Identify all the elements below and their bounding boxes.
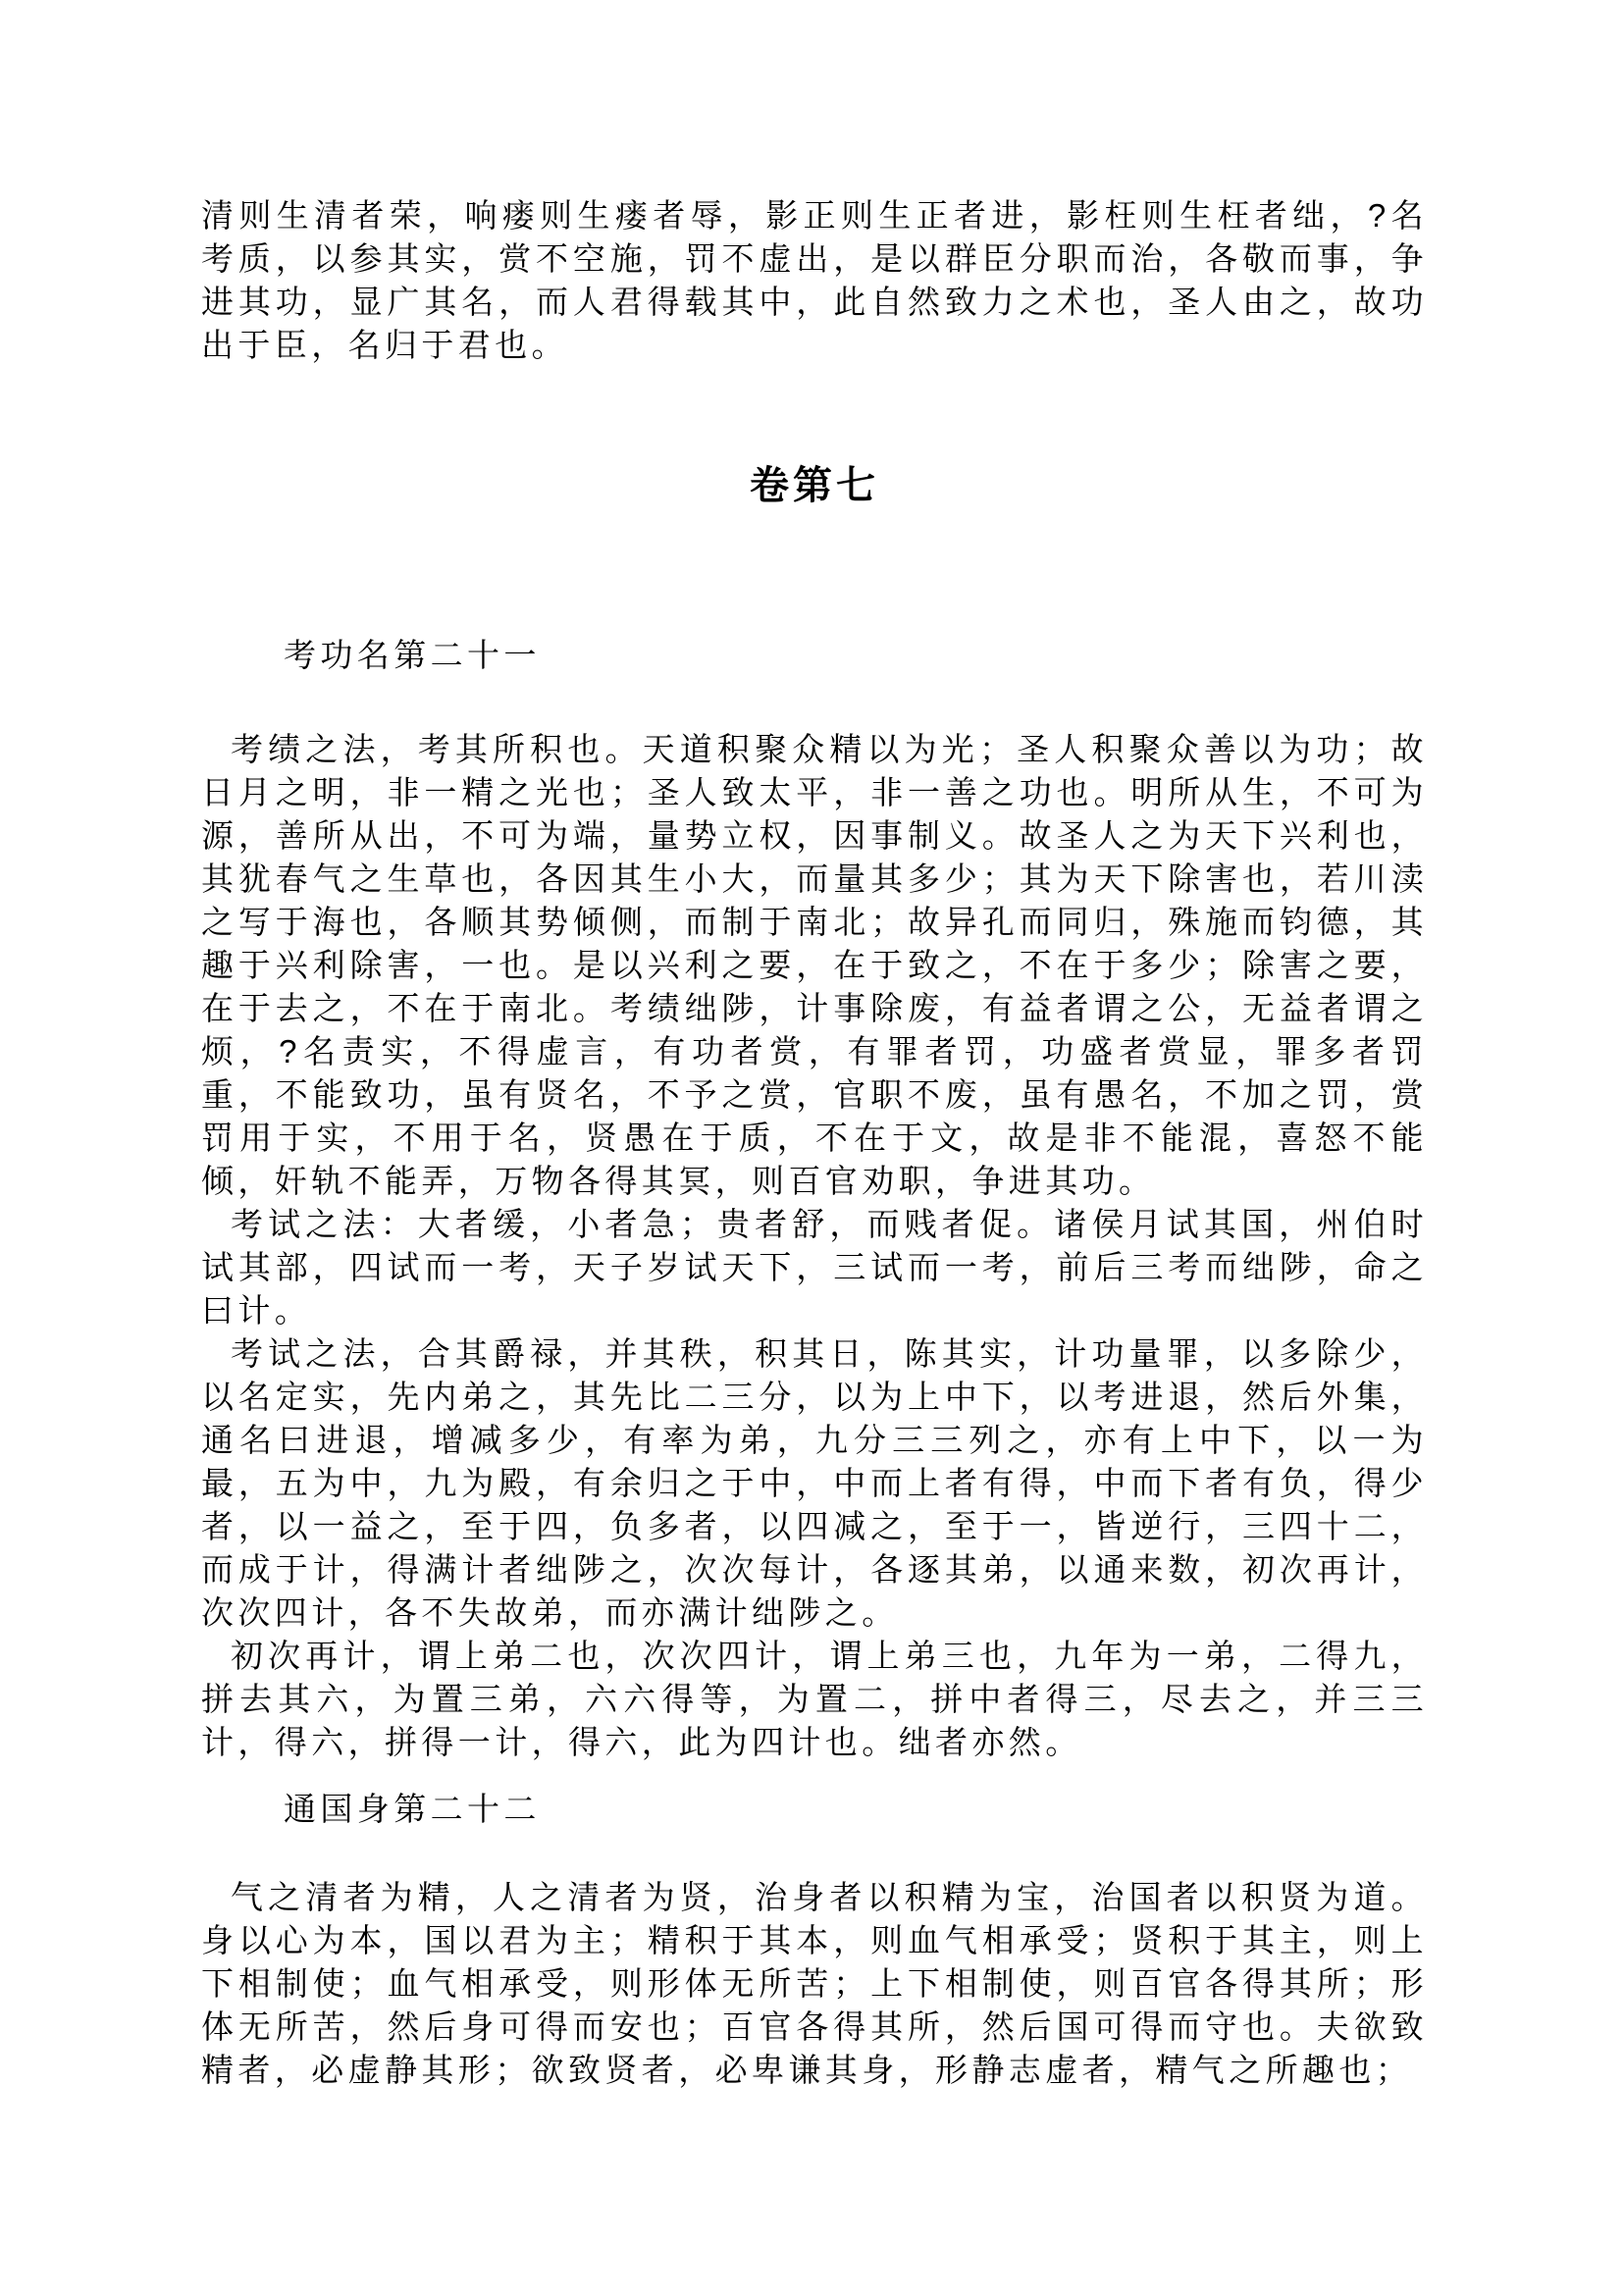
paragraph-tongguoshen-1: 气之清者为精，人之清者为贤，治身者以积精为宝，治国者以积贤为道。身以心为本，国以君为主；精积于其本，则血气相承受；贤积于其主，则上下相制使；血气相承受，则形体无所苦；上下相制使，则百官各得其所；形体无所苦，然后身可得而安也；百官各得其所，然后国可得而守也。夫欲致精者，必虚静其形；欲致贤者，必卑谦其身，形静志虚者，精气之所趣也；: [201, 1879, 1428, 2088]
paragraph-kaogongming-3: 考试之法，合其爵禄，并其秩，积其日，陈其实，计功量罪，以多除少，以名定实，先内弟之，其先比二三分，以为上中下，以考进退，然后外集，通名曰进退，增减多少，有率为弟，九分三三列之，亦有上中下，以一为最，五为中，九为殿，有余归之于中，中而上者有得，中而下者有负，得少者，以一益之，至于四，负多者，以四减之，至于一，皆逆行，三四十二，而成于计，得满计者绌陟之，次次每计，各逐其弟，以通来数，初次再计，次次四计，各不失故弟，而亦满计绌陟之。: [201, 1335, 1428, 1631]
page-content: [201, 194, 1428, 2092]
paragraph-continuation: 清则生清者荣，响瘘则生瘘者辱，影正则生正者进，影枉则生枉者绌，?名考质，以参其实，赏不空施，罚不虚出，是以群臣分职而治，各敬而事，争进其功，显广其名，而人君得载其中，此自然致力之术也，圣人由之，故功出于臣，名归于君也。: [201, 197, 1428, 363]
paragraph-kaogongming-2: 考试之法：大者缓，小者急；贵者舒，而贱者促。诸侯月试其国，州伯时试其部，四试而一考，天子岁试天下，三试而一考，前后三考而绌陟，命之曰计。: [201, 1206, 1428, 1329]
paragraph-kaogongming-1: 考绩之法，考其所积也。天道积聚众精以为光；圣人积聚众善以为功；故日月之明，非一精之光也；圣人致太平，非一善之功也。明所从生，不可为源，善所从出，不可为端，量势立权，因事制义。故圣人之为天下兴利也，其犹春气之生草也，各因其生小大，而量其多少；其为天下除害也，若川渎之写于海也，各顺其势倾侧，而制于南北；故异孔而同归，殊施而钧德，其趣于兴利除害，一也。是以兴利之要，在于致之，不在于多少；除害之要，在于去之，不在于南北。考绩绌陟，计事除废，有益者谓之公，无益者谓之烦，?名责实，不得虚言，有功者赏，有罪者罚，功盛者赏显，罪多者罚重，不能致功，虽有贤名，不予之赏，官职不废，虽有愚名，不加之罚，赏罚用于实，不用于名，贤愚在于质，不在于文，故是非不能混，喜怒不能倾，奸轨不能弄，万物各得其冥，则百官劝职，争进其功。: [201, 731, 1428, 1199]
section-heading-kaogongming: 考功名第二十一: [284, 637, 541, 673]
volume-title: 卷第七: [750, 464, 879, 507]
section-heading-tongguoshen: 通国身第二十二: [284, 1791, 541, 1827]
paragraph-kaogongming-4: 初次再计，谓上弟二也，次次四计，谓上弟三也，九年为一弟，二得九，拼去其六，为置三弟，六六得等，为置二，拼中者得三，尽去之，并三三计，得六，拼得一计，得六，此为四计也。绌者亦然。: [201, 1638, 1428, 1760]
